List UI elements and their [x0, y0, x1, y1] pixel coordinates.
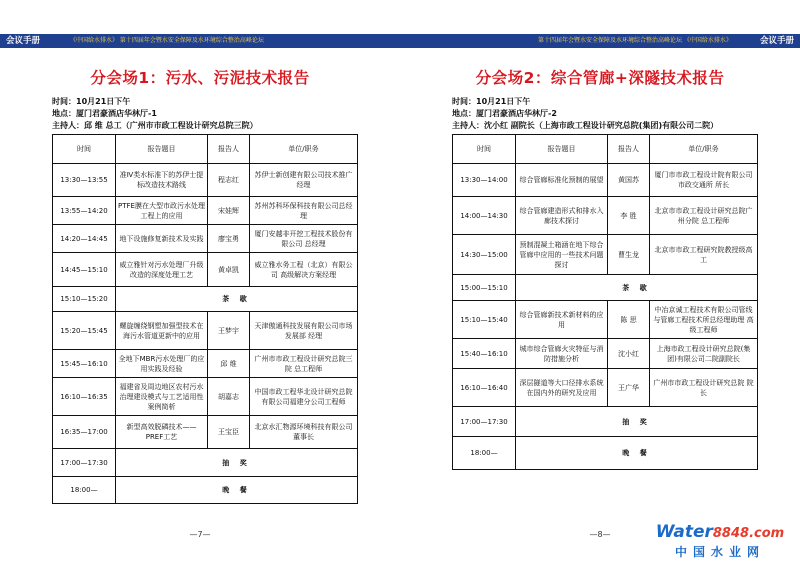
report-title-cell: 全地下MBR污水处理厂的应用实践及经验 — [115, 350, 207, 377]
left-session-time: 时间：10月21日下午 — [52, 97, 131, 106]
left-header-manual-label: 会议手册 — [6, 36, 41, 46]
time-cell: 14:45—15:10 — [60, 265, 108, 274]
report-title-cell: 地下设施修复新技术及实践 — [115, 225, 207, 252]
table-row — [453, 338, 757, 368]
column-header: 报告题目 — [515, 135, 607, 163]
left-session-place: 地点：厦门君豪酒店华林厅-1 — [52, 109, 157, 118]
time-cell: 17:00—17:30 — [460, 417, 508, 426]
report-title-cell: 预制混凝土箱涵在地下综合管廊中应用的一些技术问题探讨 — [515, 235, 607, 274]
time-cell: 17:00—17:30 — [60, 458, 108, 467]
table-row — [53, 349, 357, 377]
report-title-cell: 新型高效脱磷技术——PREF工艺 — [115, 416, 207, 448]
report-title-cell: 福建省及周边地区农村污水治理建设模式与工艺适用性案例简析 — [115, 378, 207, 415]
break-cell: 茶 歇 — [115, 287, 357, 311]
column-header: 时间 — [477, 145, 491, 153]
organization-cell: 广州市市政工程设计研究总院 院长 — [649, 369, 757, 406]
organization-cell: 威立雅水务工程（北京）有限公司 高级解决方案经理 — [249, 253, 357, 286]
table-row — [453, 196, 757, 234]
left-session-title: 分会场1：污水、污泥技术报告 — [90, 69, 310, 87]
speaker-cell: 王广华 — [607, 369, 649, 406]
organization-cell: 苏伊士新创建有限公司技术推广经理 — [249, 164, 357, 196]
column-header: 报告人 — [607, 135, 649, 163]
speaker-cell: 宋娃辉 — [207, 197, 249, 224]
time-cell: 13:30—14:00 — [460, 176, 508, 184]
right-schedule-table — [452, 134, 758, 470]
time-cell: 15:10—15:20 — [60, 295, 108, 303]
right-header-manual-label: 会议手册 — [759, 36, 794, 46]
left-page-number: —7— — [189, 530, 211, 539]
time-cell: 18:00— — [470, 449, 498, 457]
speaker-cell: 王宝臣 — [207, 416, 249, 448]
organization-cell: 北京市市政工程设计研究总院广州分院 总工程师 — [649, 197, 757, 234]
table-row — [453, 300, 757, 338]
organization-cell: 天津傲通科技发展有限公司市场发展部 经理 — [249, 312, 357, 349]
left-schedule-table — [52, 134, 358, 504]
right-page — [400, 0, 800, 568]
report-title-cell: 螺旋缠绕钢塑加强型技术在海污水管道更新中的应用 — [115, 312, 207, 349]
column-header: 报告人 — [207, 135, 249, 163]
speaker-cell: 程志红 — [207, 164, 249, 196]
report-title-cell: PTFE膜在大型市政污水处理工程上的应用 — [115, 197, 207, 224]
organization-cell: 中冶京诚工程技术有限公司管线与管廊工程技术所总经理助理 高级工程师 — [649, 301, 757, 338]
table-row — [53, 163, 357, 196]
time-cell: 15:10—15:40 — [460, 315, 508, 324]
speaker-cell: 王梦宇 — [207, 312, 249, 349]
break-cell: 抽 奖 — [115, 449, 357, 476]
report-title-cell: 综合管廊新技术新材料的应用 — [515, 301, 607, 338]
time-cell: 15:40—16:10 — [460, 349, 508, 358]
table-header-row — [53, 135, 357, 163]
table-row — [53, 415, 357, 448]
table-row — [53, 311, 357, 349]
report-title-cell: 综合管廊建造形式和排水入廊技术探讨 — [515, 197, 607, 234]
column-header: 时间 — [77, 145, 91, 153]
time-cell: 14:00—14:30 — [460, 211, 508, 220]
water8848-logo — [650, 522, 790, 564]
speaker-cell: 曹生龙 — [607, 235, 649, 274]
time-cell: 15:20—15:45 — [60, 326, 108, 335]
table-row — [53, 224, 357, 252]
organization-cell: 中国市政工程华北设计研究总院有限公司福建分公司工程师 — [249, 378, 357, 415]
right-page-number: —8— — [589, 530, 611, 539]
table-row — [453, 368, 757, 406]
report-title-cell: 威立雅针对污水处理厂升级改造的深度处理工艺 — [115, 253, 207, 286]
speaker-cell: 邱 维 — [207, 350, 249, 377]
time-cell: 15:00—15:10 — [460, 283, 508, 292]
time-cell: 13:55—14:20 — [60, 206, 108, 215]
speaker-cell: 廖宝勇 — [207, 225, 249, 252]
table-break-row — [53, 286, 357, 311]
table-row — [453, 163, 757, 196]
right-session-place: 地点：厦门君豪酒店华林厅-2 — [452, 109, 557, 118]
column-header: 单位/职务 — [249, 135, 357, 163]
table-row — [53, 377, 357, 415]
report-title-cell: 综合管廊标准化预制的展望 — [515, 164, 607, 196]
table-break-row — [453, 436, 757, 469]
table-header-row — [453, 135, 757, 163]
report-title-cell: 准Ⅳ类水标准下的苏伊士提标改造技术路线 — [115, 164, 207, 196]
right-header-forum-title: 第十四届年会暨水安全保障及水环境综合整治高峰论坛 《中国给水排水》 — [538, 37, 732, 44]
organization-cell: 厦门安越非开挖工程技术股份有限公司 总经理 — [249, 225, 357, 252]
column-header: 单位/职务 — [649, 135, 757, 163]
speaker-cell: 黄卓凯 — [207, 253, 249, 286]
left-session-host: 主持人：邱 维 总工（广州市市政工程设计研究总院三院） — [52, 121, 258, 130]
break-cell: 晚 餐 — [115, 477, 357, 503]
right-session-title: 分会场2：综合管廊+深隧技术报告 — [475, 69, 725, 87]
speaker-cell: 黄国苏 — [607, 164, 649, 196]
speaker-cell: 胡嘉志 — [207, 378, 249, 415]
organization-cell: 上海市政工程设计研究总院(集团)有限公司二院副院长 — [649, 339, 757, 368]
report-title-cell: 城市综合管廊火灾特征与消防措施分析 — [515, 339, 607, 368]
time-cell: 13:30—13:55 — [60, 176, 108, 184]
table-break-row — [53, 448, 357, 476]
logo-brand-text: Water8848.com — [655, 522, 785, 542]
column-header: 报告题目 — [115, 135, 207, 163]
table-row — [53, 196, 357, 224]
time-cell: 16:10—16:40 — [460, 383, 508, 392]
speaker-cell: 陈 思 — [607, 301, 649, 338]
speaker-cell: 沈小红 — [607, 339, 649, 368]
right-header-band — [400, 34, 800, 48]
break-cell: 茶 歇 — [515, 275, 757, 300]
left-header-forum-title: 《中国给水排水》 第十四届年会暨水安全保障及水环境综合整治高峰论坛 — [70, 37, 264, 44]
organization-cell: 苏州苏科环保科技有限公司总经理 — [249, 197, 357, 224]
table-break-row — [53, 476, 357, 503]
organization-cell: 北京市市政工程研究院教授级高工 — [649, 235, 757, 274]
report-title-cell: 深层隧道等大口径排水系统在国内外的研究及应用 — [515, 369, 607, 406]
table-break-row — [453, 274, 757, 300]
time-cell: 16:10—16:35 — [60, 392, 108, 401]
logo-chinese-text: 中国水业网 — [674, 545, 765, 559]
table-row — [53, 252, 357, 286]
table-break-row — [453, 406, 757, 436]
time-cell: 14:30—15:00 — [460, 250, 508, 259]
table-row — [453, 234, 757, 274]
organization-cell: 广州市市政工程设计研究总院三院 总工程师 — [249, 350, 357, 377]
time-cell: 18:00— — [70, 486, 98, 494]
organization-cell: 北京水汇物源环境科技有限公司 董事长 — [249, 416, 357, 448]
time-cell: 14:20—14:45 — [60, 234, 108, 243]
break-cell: 晚 餐 — [515, 437, 757, 469]
break-cell: 抽 奖 — [515, 407, 757, 436]
time-cell: 16:35—17:00 — [60, 428, 108, 436]
organization-cell: 厦门市市政工程设计院有限公司市政交通所 所长 — [649, 164, 757, 196]
speaker-cell: 李 胜 — [607, 197, 649, 234]
right-session-time: 时间：10月21日下午 — [452, 97, 531, 106]
right-session-host: 主持人：沈小红 副院长（上海市政工程设计研究总院(集团)有限公司二院） — [452, 121, 719, 130]
left-header-band — [0, 34, 400, 48]
time-cell: 15:45—16:10 — [60, 359, 108, 368]
